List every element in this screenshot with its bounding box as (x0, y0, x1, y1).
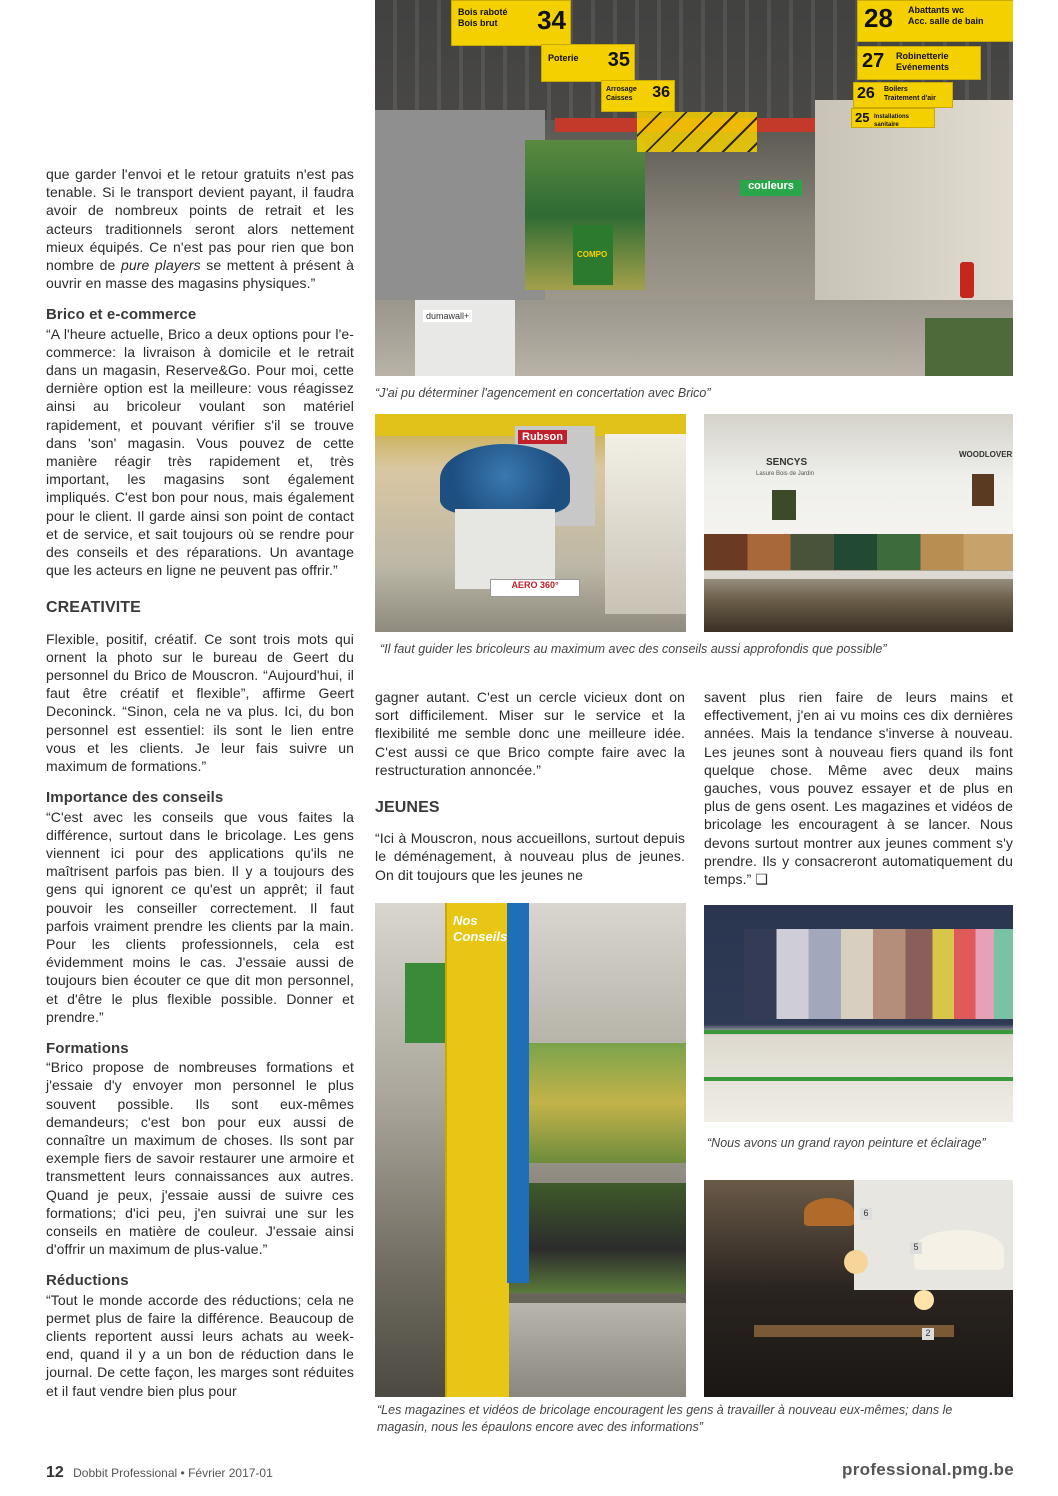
paragraph-reductions: “Tout le monde accorde des réductions; cela ne permet plus de faire la différence. Beaucoup de clients reportent aussi leurs achats au week-end, quand il y a un bon de réduction dans le journal. De cette façon, les marges sont réduites et il faut vendre bien plus pour (46, 1291, 354, 1399)
subheading-brico-ecommerce: Brico et e-commerce (46, 306, 197, 324)
sencys-brand: SENCYS (766, 457, 808, 468)
dehumidifier-top (440, 444, 570, 514)
compo-label: COMPO (577, 250, 608, 259)
shelf-products-bottom (485, 1303, 686, 1397)
dumawall-label: dumawall+ (423, 310, 472, 322)
lamp-tag-6: 6 (860, 1208, 872, 1220)
aisle-sign-small-row (637, 112, 757, 152)
couleurs-banner: couleurs (740, 180, 802, 196)
right-boxes (605, 434, 686, 614)
page-number: 12 (46, 1464, 64, 1481)
nos-conseils-panel (445, 903, 509, 1397)
paragraph-right-1: savent plus rien faire de leurs mains et effectivement, j'en ai vu moins ces dix dernières années. Mais la tendance s'inverse à nouveau. Les jeunes sont à nouveau fiers quand ils font quelque chose. Même avec deux mains gauches, vous pouvez essayer et de plus en plus de gens osent. Les magazines et vidéos de bricolage les encouragent à se lancer. Nous devons surtout montrer aux jeunes comment s'y prendre. Ils y consacreront automatiquement du temps.” ❑ (704, 689, 1013, 888)
lamp-copper (804, 1198, 854, 1226)
paragraph-brico: “A l'heure actuelle, Brico a deux options pour l'e-commerce: la livraison à domicile et le retrait dans un magasin, Reserve&Go. Pour moi, cette dernière option est la meilleure: vous réagissez ainsi au bricoleur voulant son matériel rapidement, et pouvant vérifier s'il se trouve dans 'son' magasin. Vous pouvez de cette manière réagir très rapidement et, très important, les magasins sont également impliqués. C'est bon pour nous, mais également pour le client. Il garde ainsi son point de contact et de service, et sait toujours où se rendre pour des conseils et des réparations. Un avantage que les acteurs en ligne ne peuvent pas offrir.” (46, 325, 354, 579)
paragraph-formations: “Brico propose de nombreuses formations et j'essaie d'y envoyer mon personnel le plus souvent possible. Ils sont eux-mêmes demandeurs; c'est bon pour eux aussi de connaître un maximum de choses. Ils sont par exemple fiers de savoir restaurer une armoire et transmettent leurs connaissances aux autres. Quand je peux, j'essaie aussi de suivre ces formations; d'ici peu, j'en suivrai une sur les conseils en matière de couleur. J'essaie ainsi d'offrir un maximum de plus-value.” (46, 1059, 354, 1258)
footer-site-link[interactable]: professional.pmg.be (842, 1460, 1014, 1479)
aisle-sign-34: Bois raboté Bois brut 34 (451, 0, 571, 46)
shelving-left (375, 110, 545, 330)
subheading-conseils: Importance des conseils (46, 789, 224, 807)
paragraph-conseils: “C'est avec les conseils que vous faites la différence, surtout dans le bricolage. Les gens viennent ici pour des applications qu'ils ne maîtrisent parfois pas bien. Il y a toujours des gens qui ignorent ce qu'est un apprêt; il faut pouvoir les conseiller correctement. Il faut parfois vraiment prendre les clients par la main. Pour les clients professionnels, cela est évidemment moins le cas. J'essaie aussi de toujours bien écouter ce que dit mon personnel, et d'être le plus flexible possible. Donner et prendre.” (46, 808, 354, 1025)
lamp-globe-1 (844, 1250, 868, 1274)
subheading-reductions: Réductions (46, 1272, 129, 1290)
lamp-tag-5: 5 (910, 1242, 922, 1254)
left-column (46, 165, 354, 1400)
aisle-sign-25: 25 Installations sanitaire (851, 108, 935, 128)
swatch-row (704, 534, 1013, 570)
extinguisher (960, 262, 974, 298)
section-heading-creativite: CREATIVITE (46, 599, 141, 617)
photo-dehumidifier (375, 414, 686, 632)
section-heading-jeunes: JEUNES (375, 799, 440, 817)
rubson-label: Rubson (518, 430, 567, 444)
aisle-sign-28: 28 Abattants wc Acc. salle de bain (857, 0, 1013, 42)
paragraph-jeunes: “Ici à Mouscron, nous accueillons, surtout depuis le déménagement, à nouveau plus de jeunes. On dit toujours que les jeunes ne (375, 830, 685, 883)
aisle-sign-27: 27 Robinetterie Evénements (857, 46, 981, 80)
woodlover-brand: WOODLOVER (959, 450, 1013, 459)
publication-name: Dobbit Professional • Février 2017-01 (73, 1466, 273, 1480)
lamp-globe-2 (914, 1290, 934, 1310)
italic-term: pure players (120, 257, 201, 274)
caption-store: “J'ai pu déterminer l'agencement en concertation avec Brico” (375, 386, 711, 400)
stain-can-left (772, 490, 796, 520)
green-pack (405, 963, 445, 1043)
photo-wood-stain (704, 414, 1013, 632)
sencys-sub: Lasure Bois de Jardin (756, 471, 815, 477)
middle-column (375, 688, 685, 884)
aisle-sign-26: 26 Boilers Traitement d'air (853, 82, 953, 108)
dehumidifier-base (455, 509, 555, 589)
photo-paint-shelf (704, 905, 1013, 1122)
footer-left (46, 1464, 273, 1482)
caption-shelves: “Il faut guider les bricoleurs au maximum avec des conseils aussi approfondis que possible” (380, 642, 887, 656)
end-mark: ❑ (755, 871, 769, 888)
paragraph-intro: que garder l'envoi et le retour gratuits n'est pas tenable. Si le transport devient payant, il faudra avoir de nombreux points de retrait et les acteurs traditionnels seront alors nettement mieux équipés. Ce n'est pas pour rien que bon nombre de pure players se mettent à présent à ouvrir en masse des magasins physiques.” (46, 166, 354, 292)
paragraph-creativite: Flexible, positif, créatif. Ce sont trois mots qui ornent la photo sur le bureau de Geert du personnel du Brico de Mouscron. “Aujourd'hui, il faut être créatif et flexible”, affirme Geert Deconinck. “Sinon, cela ne va plus. Ici, du bon personnel est essentiel: ils sont le lien entre vous et les clients. Je leur fais suivre un maximum de formations.” (46, 630, 354, 775)
shelf-edge (704, 571, 1013, 579)
right-column (704, 688, 1013, 888)
photo-store-aisle (375, 0, 1013, 376)
stain-can-right (972, 474, 994, 506)
photo-nos-conseils (375, 903, 686, 1397)
caption-paint: “Nous avons un grand rayon peinture et éclairage” (707, 1136, 986, 1150)
shelf-green-2 (704, 1077, 1013, 1081)
aisle-sign-36: Arrosage Caisses 36 (601, 80, 675, 112)
caption-magazines: “Les magazines et vidéos de bricolage encouragent les gens à travailler à nouveau eux-mêmes; dans le magasin, nous les épaulons encore avec des informations” (377, 1403, 953, 1434)
aero-tag: AERO 360° (490, 579, 580, 597)
shelf-green-1 (704, 1030, 1013, 1034)
blue-panel (507, 903, 529, 1283)
subheading-formations: Formations (46, 1039, 129, 1057)
lamp-large (914, 1230, 1004, 1270)
lamp-tag-2: 2 (922, 1328, 934, 1340)
nos-conseils-title: Nos Conseils (453, 913, 508, 944)
color-swatch-wall (744, 929, 1013, 1019)
photo-lamps (704, 1180, 1013, 1397)
shelving-right (815, 100, 1013, 320)
paragraph-middle-1: gagner autant. C'est un cercle vicieux dont on sort difficilement. Miser sur le service et la flexibilité me semble donc une meilleure idée. C'est aussi ce que Brico compte faire avec la restructuration annoncée.” (375, 689, 685, 778)
aisle-sign-35: Poterie 35 (541, 44, 635, 82)
green-pallet (925, 318, 1013, 376)
